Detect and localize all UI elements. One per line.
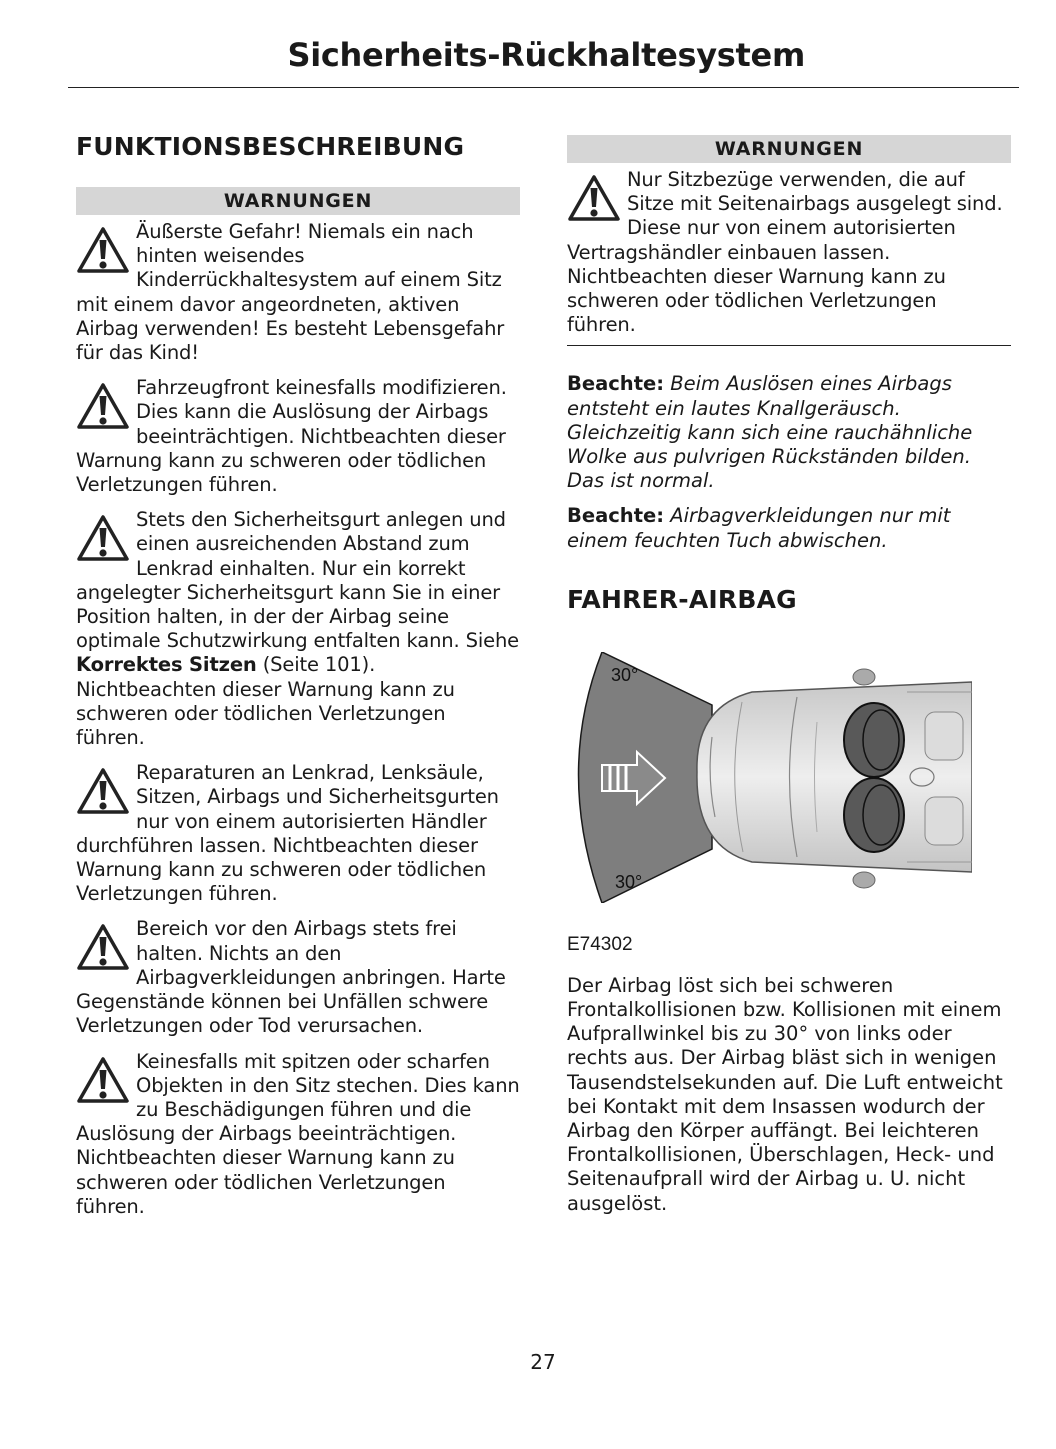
warning-item (567, 168, 1011, 337)
page-number: 27 (530, 1350, 556, 1374)
airbag-lower (844, 778, 904, 852)
warning-triangle-icon (76, 226, 130, 274)
warning-item (76, 376, 520, 497)
body-paragraph: Der Airbag löst sich bei schweren Frontalkollisionen bzw. Kollisionen mit einem Aufprallwinkel bis zu 30° von links oder rechts aus. Der Airbag bläst sich in wenigen Tausendstelsekunden auf. Die Luft entweicht bei Kontakt mit dem Insassen wodurch der Airbag den Körper auffängt. Bei leichteren Frontalkollisionen, Überschlagen, Heck- und Seitenaufprall wird der Airbag u. U. nicht ausgelöst. (567, 973, 1003, 1215)
section-heading-fahrer-airbag: FAHRER-AIRBAG (567, 584, 797, 614)
warning-text: Keinesfalls mit spitzen oder scharfen Objekten in den Sitz stechen. Dies kann zu Beschädigungen führen und die Auslösung der Airbags beeinträchtigen. Nichtbeachten dieser Warnung kann zu schweren oder tödlichen Verletzungen führen. (76, 1049, 520, 1218)
warning-item (76, 917, 520, 1038)
figure-caption: E74302 (567, 933, 633, 955)
angle-label-bottom: 30° (615, 871, 643, 892)
warning-item (76, 1050, 520, 1219)
warning-triangle-icon (567, 174, 621, 222)
warning-text: Stets den Sicherheitsgurt anlegen und einen ausreichenden Abstand zum Lenkrad einhalten. Nur ein korrekt angelegter Sicherheitsgurt kann Sie in einer Position halten, in der der Airbag seine optimale Schutzwirkung entfalten kann. Siehe (76, 508, 519, 653)
warnings-bar: WARNUNGEN (76, 187, 520, 215)
warning-text: Reparaturen an Lenkrad, Lenksäule, Sitzen, Airbags und Sicherheitsgurten nur von einem autorisierten Händler durchführen lassen. Nichtbeachten dieser Warnung kann zu schweren oder tödlichen Verletzungen führen. (76, 761, 499, 906)
divider (567, 345, 1011, 346)
page-title: Sicherheits-Rückhaltesystem (287, 36, 805, 74)
warnings-bar: WARNUNGEN (567, 135, 1011, 163)
warning-item (76, 761, 520, 906)
left-column (76, 128, 520, 1219)
right-column (567, 135, 1011, 1216)
note (567, 372, 1011, 493)
warning-triangle-icon (76, 767, 130, 815)
airbag-upper (844, 703, 904, 777)
note (567, 504, 1011, 552)
airbag-illustration (567, 652, 972, 903)
page-header (68, 30, 1019, 88)
note-label: Beachte: (567, 372, 665, 396)
airbag-diagram (567, 652, 972, 903)
warning-text: (Seite 101). Nichtbeachten dieser Warnung kann zu schweren oder tödlichen Verletzungen führen. (76, 653, 455, 750)
warning-triangle-icon (76, 382, 130, 430)
cross-reference-link[interactable]: Korrektes Sitzen (76, 653, 257, 677)
angle-label-top: 30° (611, 664, 639, 685)
warning-text: Äußerste Gefahr! Niemals ein nach hinten weisendes Kinderrückhaltesystem auf einem Sitz mit einem davor angeordneten, aktiven Airbag verwenden! Es besteht Lebensgefahr für das Kind! (76, 220, 505, 365)
warning-item (76, 220, 520, 365)
warning-text: Fahrzeugfront keinesfalls modifizieren. Dies kann die Auslösung der Airbags beeinträchtigen. Nichtbeachten dieser Warnung kann zu schweren oder tödlichen Verletzungen führen. (76, 376, 507, 497)
warning-text: Nur Sitzbezüge verwenden, die auf Sitze mit Seitenairbags ausgelegt sind. Diese nur von einem autorisierten Vertragshändler einbauen lassen. Nichtbeachten dieser Warnung kann zu schweren oder tödlichen Verletzungen führen. (567, 168, 1003, 337)
note-text: Beim Auslösen eines Airbags entsteht ein lautes Knallgeräusch. Gleichzeitig kann sich eine rauchähnliche Wolke aus pulvrigen Rückständen bilden. Das ist normal. (567, 372, 973, 493)
section-heading-funktionsbeschreibung: FUNKTIONSBESCHREIBUNG (76, 132, 465, 161)
warning-triangle-icon (76, 1056, 130, 1104)
warning-item (76, 508, 520, 750)
note-text: Airbagverkleidungen nur mit einem feuchten Tuch abwischen. (567, 504, 951, 552)
warning-text: Bereich vor den Airbags stets frei halten. Nichts an den Airbagverkleidungen anbringen. Harte Gegenstände können bei Unfällen schwere Verletzungen oder Tod verursachen. (76, 917, 506, 1038)
note-label: Beachte: (567, 504, 665, 528)
warning-triangle-icon (76, 514, 130, 562)
warning-triangle-icon (76, 923, 130, 971)
